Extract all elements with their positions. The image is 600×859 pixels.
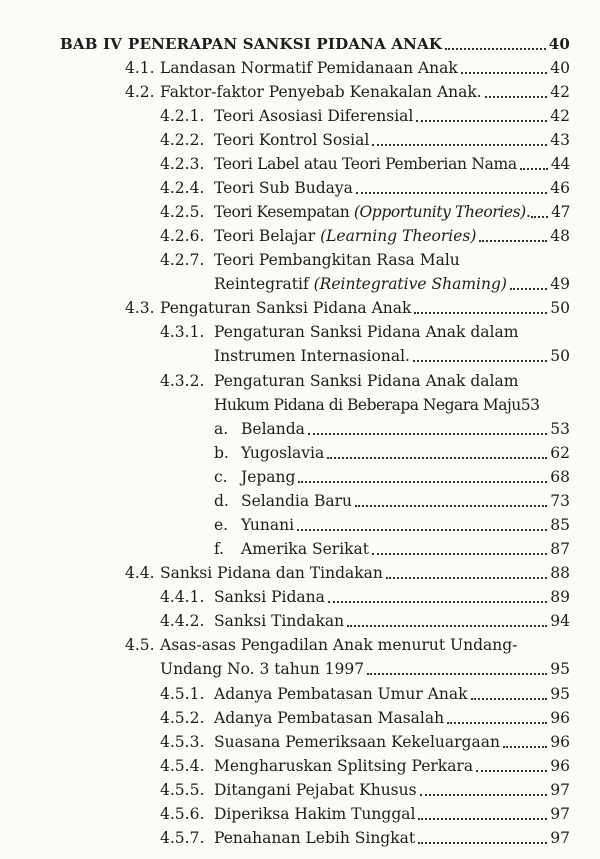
dot-leader [418,818,547,820]
entry-number: 4.3. [125,299,155,317]
dot-leader [414,312,547,314]
dot-leader [298,481,547,483]
toc-entry-4-5-2 [0,704,600,728]
toc-entry-4-3-1-cont [0,342,600,366]
entry-title: Mengharuskan Splitsing Perkara [214,757,474,775]
dot-leader [367,673,547,675]
dot-leader [297,529,547,531]
entry-title: Asas-asas Pengadilan Anak menurut Undang- [160,636,518,654]
entry-number: 4.5.1. [160,685,205,703]
dot-leader [503,746,547,748]
entry-page: 68 [550,468,570,486]
entry-number: 4.2.6. [160,227,205,245]
entry-title: Belanda [241,420,305,438]
entry-line [214,226,570,246]
toc-entry-4-5-1 [0,680,600,704]
entry-number: 4.4. [125,564,155,582]
entry-page: 94 [550,612,570,630]
entry-line [160,298,570,318]
entry-line [214,587,570,607]
toc-entry-4-2-7 [0,246,600,270]
entry-page: 62 [550,444,570,462]
toc-entry-4-2-7-cont [0,270,600,294]
entry-number: 4.4.1. [160,588,205,606]
entry-line [241,491,570,511]
entry-page: 85 [550,516,570,534]
chapter-title-line [128,34,570,54]
entry-page: 46 [550,179,570,197]
toc-entry-4-5-6 [0,800,600,824]
toc-entry-4-2-6 [0,222,600,246]
entry-page: 97 [550,805,570,823]
entry-page: 53 [550,420,570,438]
toc-entry-4-5 [0,631,600,655]
entry-line [160,58,570,78]
entry-title-line2: Reintegratif [214,275,309,293]
entry-line [214,708,570,728]
entry-title: Pengaturan Sanksi Pidana Anak dalam [214,372,519,390]
dot-leader [418,842,547,844]
entry-line [214,611,570,631]
toc-entry-4-2-3 [0,150,600,174]
entry-line [214,154,570,174]
entry-title: Teori Asosiasi Diferensial [214,107,414,125]
dot-leader [485,96,548,98]
toc-entry-4-3-1 [0,318,600,342]
entry-page: 44 [550,155,570,173]
entry-number: 4.5.2. [160,709,205,727]
chapter-page: 40 [548,35,570,53]
dot-leader [356,192,547,194]
entry-title: Teori Pembangkitan Rasa Malu [214,251,460,269]
entry-number: 4.2.5. [160,203,205,221]
entry-number: 4.2.3. [160,155,205,173]
dot-leader [386,577,547,579]
entry-number: 4.5.4. [160,757,205,775]
entry-page: 40 [550,59,570,77]
entry-page: 89 [550,588,570,606]
entry-title: Yunani [241,516,295,534]
entry-title: Teori Sub Budaya [214,179,353,197]
toc-entry-4-4-1 [0,583,600,607]
entry-title: Teori Kontrol Sosial [214,131,370,149]
dot-leader [510,288,547,290]
toc-entry-4-5-7 [0,824,600,848]
toc-entry-4-2-4 [0,174,600,198]
entry-title: Amerika Serikat [241,540,370,558]
entry-number: 4.2.1. [160,107,205,125]
entry-title: Diperiksa Hakim Tunggal [214,805,416,823]
entry-title-suffix: . [525,203,531,221]
entry-page: 96 [550,733,570,751]
entry-number: d. [214,492,229,510]
toc-entry-4-5-4 [0,752,600,776]
entry-number: c. [214,468,228,486]
dot-leader [416,120,547,122]
entry-number: 4.2. [125,83,155,101]
entry-number: 4.3.1. [160,323,205,341]
entry-number: 4.2.2. [160,131,205,149]
toc-entry-c [0,463,600,487]
entry-page: 97 [550,829,570,847]
entry-line [214,756,570,776]
entry-title: Jepang [241,468,296,486]
entry-page: 88 [550,564,570,582]
toc-entry-4-5-5 [0,776,600,800]
dot-leader [471,698,548,700]
entry-page: 50 [550,347,570,365]
chapter-heading [0,30,600,54]
entry-page: 50 [550,299,570,317]
entry-line [214,395,570,415]
entry-line [214,780,570,800]
entry-title: Pengaturan Sanksi Pidana Anak dalam [214,323,519,341]
entry-page: 53 [520,396,540,414]
toc-entry-4-5-cont [0,655,600,679]
entry-page: 96 [550,757,570,775]
dot-leader [308,433,547,435]
toc-entry-4-3-2-cont [0,391,600,415]
entry-line [160,563,570,583]
dot-leader [372,144,547,146]
toc-entry-4-3 [0,294,600,318]
entry-title-line2: Instrumen Internasional. [214,347,410,365]
entry-title: Sanksi Pidana dan Tindakan [160,564,383,582]
toc-entry-e [0,511,600,535]
entry-page: 95 [550,660,570,678]
entry-page: 48 [550,227,570,245]
entry-page: 73 [550,492,570,510]
entry-line [241,515,570,535]
entry-page: 49 [550,275,570,293]
dot-leader [479,240,547,242]
dot-leader [327,457,547,459]
entry-line [160,82,570,102]
entry-line [214,684,570,704]
entry-title: Teori Label atau Teori Pemberian Nama [214,155,517,173]
entry-page: 95 [550,685,570,703]
entry-title: Landasan Normatif Pemidanaan Anak [160,59,458,77]
entry-line [160,659,570,679]
dot-leader [420,794,548,796]
dot-leader [520,168,548,170]
entry-title: Pengaturan Sanksi Pidana Anak [160,299,412,317]
entry-title: Yugoslavia [241,444,325,462]
entry-title: Penahanan Lebih Singkat [214,829,416,847]
entry-line [214,106,570,126]
entry-number: b. [214,444,229,462]
entry-title-italic: (Learning Theories) [320,227,477,245]
entry-line [214,130,570,150]
entry-page: 96 [550,709,570,727]
entry-title: Suasana Pemeriksaan Kekeluargaan [214,733,500,751]
entry-number: 4.5.6. [160,805,205,823]
entry-page: 42 [550,83,570,101]
entry-page: 97 [550,781,570,799]
entry-title-italic: (Reintegrative Shaming) [313,275,507,293]
entry-title-line2: Hukum Pidana di Beberapa Negara Maju [214,396,521,414]
entry-page: 42 [550,107,570,125]
entry-number: 4.5.5. [160,781,205,799]
dot-leader [328,601,547,603]
dot-leader [447,722,547,724]
entry-number: 4.2.4. [160,179,205,197]
toc-entry-4-2-1 [0,102,600,126]
entry-line [214,202,570,222]
toc-entry-4-4 [0,559,600,583]
entry-title: Teori Belajar [214,227,316,245]
chapter-label: BAB IV [60,35,123,53]
toc-entry-4-2-2 [0,126,600,150]
dot-leader [372,553,547,555]
entry-line [214,732,570,752]
entry-number: 4.4.2. [160,612,205,630]
entry-line [241,467,570,487]
entry-line [214,804,570,824]
toc-entry-4-2 [0,78,600,102]
entry-title: Sanksi Pidana [214,588,325,606]
entry-title: Adanya Pembatasan Umur Anak [214,685,468,703]
entry-line [241,443,570,463]
dot-leader [445,48,546,50]
toc-entry-b [0,439,600,463]
dot-leader [355,505,547,507]
entry-title: Teori Kesempatan [214,203,350,221]
entry-number: f. [214,540,225,558]
entry-number: a. [214,420,229,438]
entry-line [241,419,570,439]
entry-title: Sanksi Tindakan [214,612,345,630]
entry-title: Ditangani Pejabat Khusus [214,781,417,799]
entry-title: Selandia Baru [241,492,353,510]
entry-line [214,346,570,366]
dot-leader [413,360,547,362]
entry-page: 87 [550,540,570,558]
entry-number: 4.3.2. [160,372,205,390]
entry-title-line2: Undang No. 3 tahun 1997 [160,660,365,678]
entry-title: Faktor-faktor Penyebab Kenakalan Anak. [160,83,482,101]
dot-leader [531,216,548,218]
entry-line [214,828,570,848]
toc-entry-4-4-2 [0,607,600,631]
entry-number: 4.5.3. [160,733,205,751]
entry-title-italic: (Opportunity Theories) [353,203,526,221]
chapter-title: PENERAPAN SANKSI PIDANA ANAK [128,35,443,53]
toc-entry-f [0,535,600,559]
dot-leader [476,770,547,772]
toc-entry-4-3-2 [0,367,600,391]
entry-line [241,539,570,559]
toc-entry-4-2-5 [0,198,600,222]
toc-entry-4-1 [0,54,600,78]
toc-entry-d [0,487,600,511]
entry-line [214,178,570,198]
dot-leader [347,625,547,627]
entry-number: 4.1. [125,59,155,77]
entry-number: 4.5. [125,636,155,654]
dot-leader [461,72,547,74]
entry-title: Adanya Pembatasan Masalah [214,709,445,727]
entry-page: 47 [551,203,570,221]
toc-entry-a [0,415,600,439]
entry-page: 43 [550,131,570,149]
entry-number: e. [214,516,229,534]
entry-number: 4.2.7. [160,251,205,269]
entry-line [214,274,570,294]
entry-number: 4.5.7. [160,829,205,847]
toc-entry-4-5-3 [0,728,600,752]
